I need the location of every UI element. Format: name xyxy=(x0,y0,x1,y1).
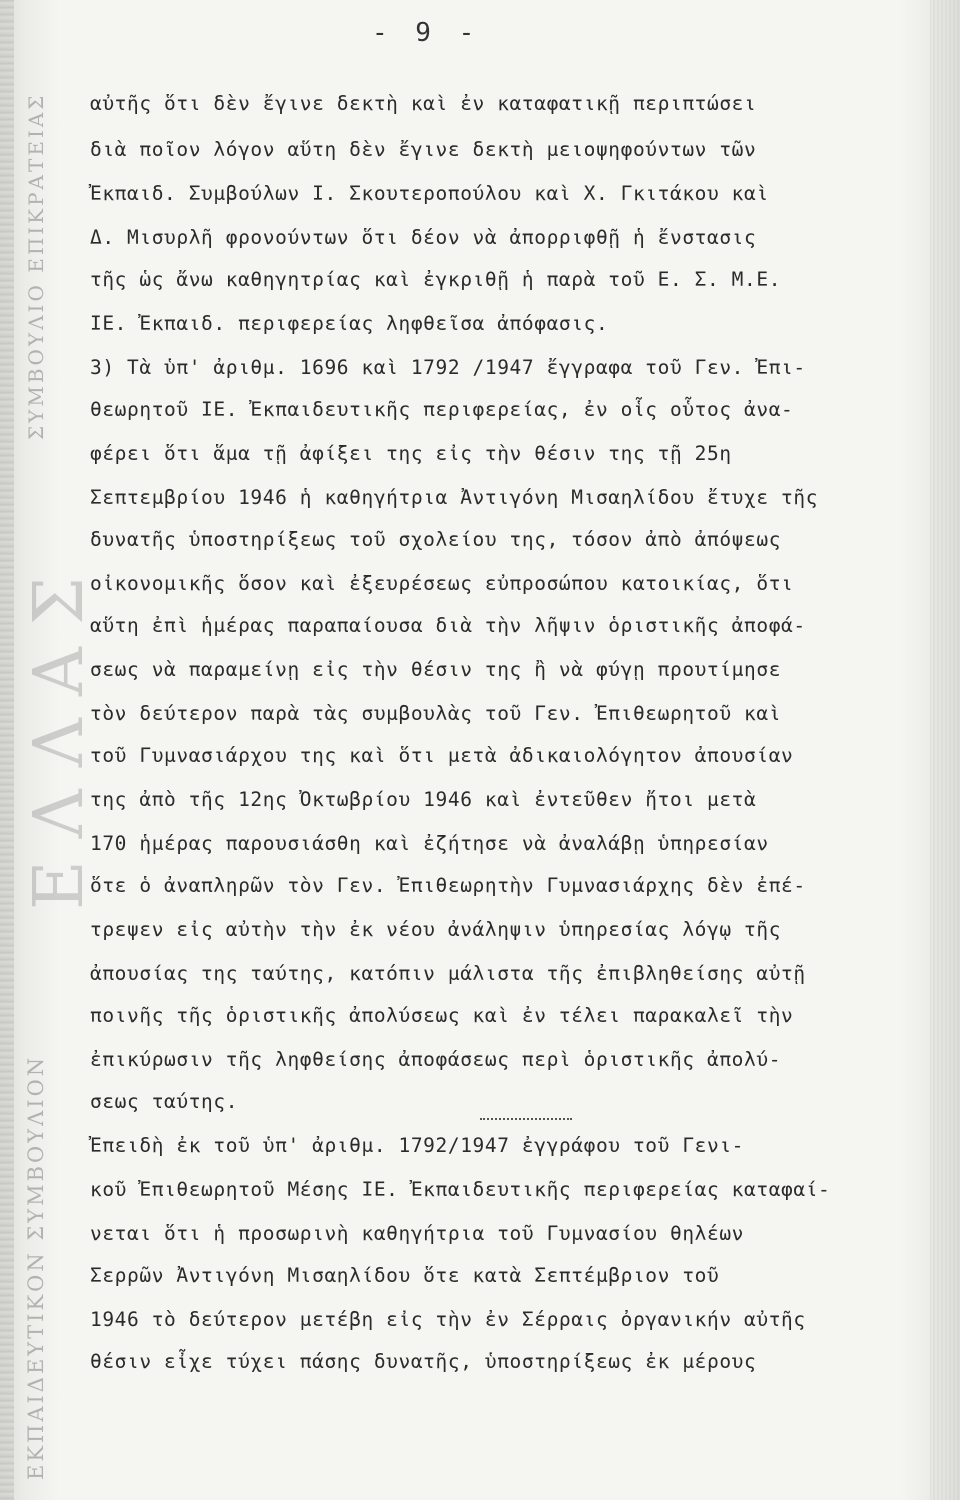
text-line: Ἐκπαιδ. Συμβούλων Ι. Σκουτεροπούλου καὶ Χ. Γκιτάκου καὶ xyxy=(90,182,769,205)
text-line: Σερρῶν Ἀντιγόνη Μισαηλίδου ὅτε κατὰ Σεπτέμβριον τοῦ xyxy=(90,1264,720,1287)
text-line: διὰ ποῖον λόγον αὕτη δὲν ἔγινε δεκτὴ μειοψηφούντων τῶν xyxy=(90,138,757,161)
text-line: 3) Τὰ ὑπ' ἀριθμ. 1696 καὶ 1792 /1947 ἔγγραφα τοῦ Γεν. Ἐπι- xyxy=(90,356,806,379)
text-line: σεως νὰ παραμείνῃ εἰς τὴν θέσιν της ἢ νὰ φύγῃ προυτίμησε xyxy=(90,658,782,681)
text-line: αὐτῆς ὅτι δὲν ἔγινε δεκτὴ καὶ ἐν καταφατικῇ περιπτώσει xyxy=(90,92,757,115)
text-line: φέρει ὅτι ἅμα τῇ ἀφίξει της εἰς τὴν θέσιν της τῇ 25η xyxy=(90,442,732,465)
archive-stamp-top: ΣΥΜΒΟΥΛΙΟ ΕΠΙΚΡΑΤΕΙΑΣ xyxy=(24,92,48,440)
text-line: σεως ταύτης. xyxy=(90,1090,239,1113)
text-line: ὅτε ὁ ἀναπληρῶν τὸν Γεν. Ἐπιθεωρητὴν Γυμνασιάρχης δὲν ἐπέ- xyxy=(90,874,806,897)
text-line: Δ. Μισυρλῆ φρονούντων ὅτι δέον νὰ ἀπορριφθῇ ἡ ἔνστασις xyxy=(90,226,757,249)
text-line: ποινῆς τῆς ὁριστικῆς ἀπολύσεως καὶ ἐν τέλει παρακαλεῖ τὴν xyxy=(90,1004,794,1027)
text-line: Σεπτεμβρίου 1946 ἡ καθηγήτρια Ἀντιγόνη Μισαηλίδου ἔτυχε τῆς xyxy=(90,486,819,509)
text-line: τὸν δεύτερον παρὰ τὰς συμβουλὰς τοῦ Γεν. Ἐπιθεωρητοῦ καὶ xyxy=(90,702,782,725)
page-number: - 9 - xyxy=(372,18,481,48)
page-edge xyxy=(930,0,960,1500)
text-line: ἀπουσίας της ταύτης, κατόπιν μάλιστα τῆς ἐπιβληθείσης αὐτῇ xyxy=(90,962,806,985)
text-line: ΙΕ. Ἐκπαιδ. περιφερείας ληφθεῖσα ἀπόφασις. xyxy=(90,312,609,335)
text-line: θεωρητοῦ ΙΕ. Ἐκπαιδευτικῆς περιφερείας, ἐν οἷς οὗτος ἀνα- xyxy=(90,398,794,421)
text-line: αὕτη ἐπὶ ἡμέρας παραπαίουσα διὰ τὴν λῆψιν ὁριστικῆς ἀποφά- xyxy=(90,614,806,637)
text-line: θέσιν εἶχε τύχει πάσης δυνατῆς, ὑποστηρίξεως ἐκ μέρους xyxy=(90,1350,757,1373)
section-divider xyxy=(480,1118,572,1120)
text-line: της ἀπὸ τῆς 12ης Ὀκτωβρίου 1946 καὶ ἐντεῦθεν ἤτοι μετὰ xyxy=(90,788,757,811)
text-line: νεται ὅτι ἡ προσωρινὴ καθηγήτρια τοῦ Γυμνασίου θηλέων xyxy=(90,1222,745,1245)
text-line: δυνατῆς ὑποστηρίξεως τοῦ σχολείου της, τόσον ἀπὸ ἀπόψεως xyxy=(90,528,782,551)
text-line: κοῦ Ἐπιθεωρητοῦ Μέσης ΙΕ. Ἐκπαιδευτικῆς περιφερείας καταφαί- xyxy=(90,1178,831,1201)
archive-stamp-bottom: ΕΚΠΑΙΔΕΥΤΙΚΟΝ ΣΥΜΒΟΥΛΙΟΝ xyxy=(24,1054,48,1480)
text-line: 170 ἡμέρας παρουσιάσθη καὶ ἐζήτησε νὰ ἀναλάβῃ ὑπηρεσίαν xyxy=(90,832,769,855)
text-line: τοῦ Γυμνασιάρχου της καὶ ὅτι μετὰ ἀδικαιολόγητον ἀπουσίαν xyxy=(90,744,794,767)
binding-edge xyxy=(0,0,14,1500)
text-line: ἐπικύρωσιν τῆς ληφθείσης ἀποφάσεως περὶ ὁριστικῆς ἀπολύ- xyxy=(90,1048,782,1071)
text-line: Ἐπειδὴ ἐκ τοῦ ὑπ' ἀριθμ. 1792/1947 ἐγγράφου τοῦ Γενι- xyxy=(90,1134,745,1157)
text-line: τῆς ὡς ἄνω καθηγητρίας καὶ ἐγκριθῇ ἡ παρὰ τοῦ Ε. Σ. Μ.Ε. xyxy=(90,268,782,291)
text-line: τρεψεν εἰς αὐτὴν τὴν ἐκ νέου ἀνάληψιν ὑπηρεσίας λόγῳ τῆς xyxy=(90,918,782,941)
text-line: 1946 τὸ δεύτερον μετέβη εἰς τὴν ἐν Σέρραις ὀργανικήν αὐτῆς xyxy=(90,1308,806,1331)
text-line: οἰκονομικῆς ὅσον καὶ ἐξευρέσεως εὐπροσώπου κατοικίας, ὅτι xyxy=(90,572,794,595)
archive-stamp-middle: ΕΛΛΑΣ xyxy=(20,554,99,910)
